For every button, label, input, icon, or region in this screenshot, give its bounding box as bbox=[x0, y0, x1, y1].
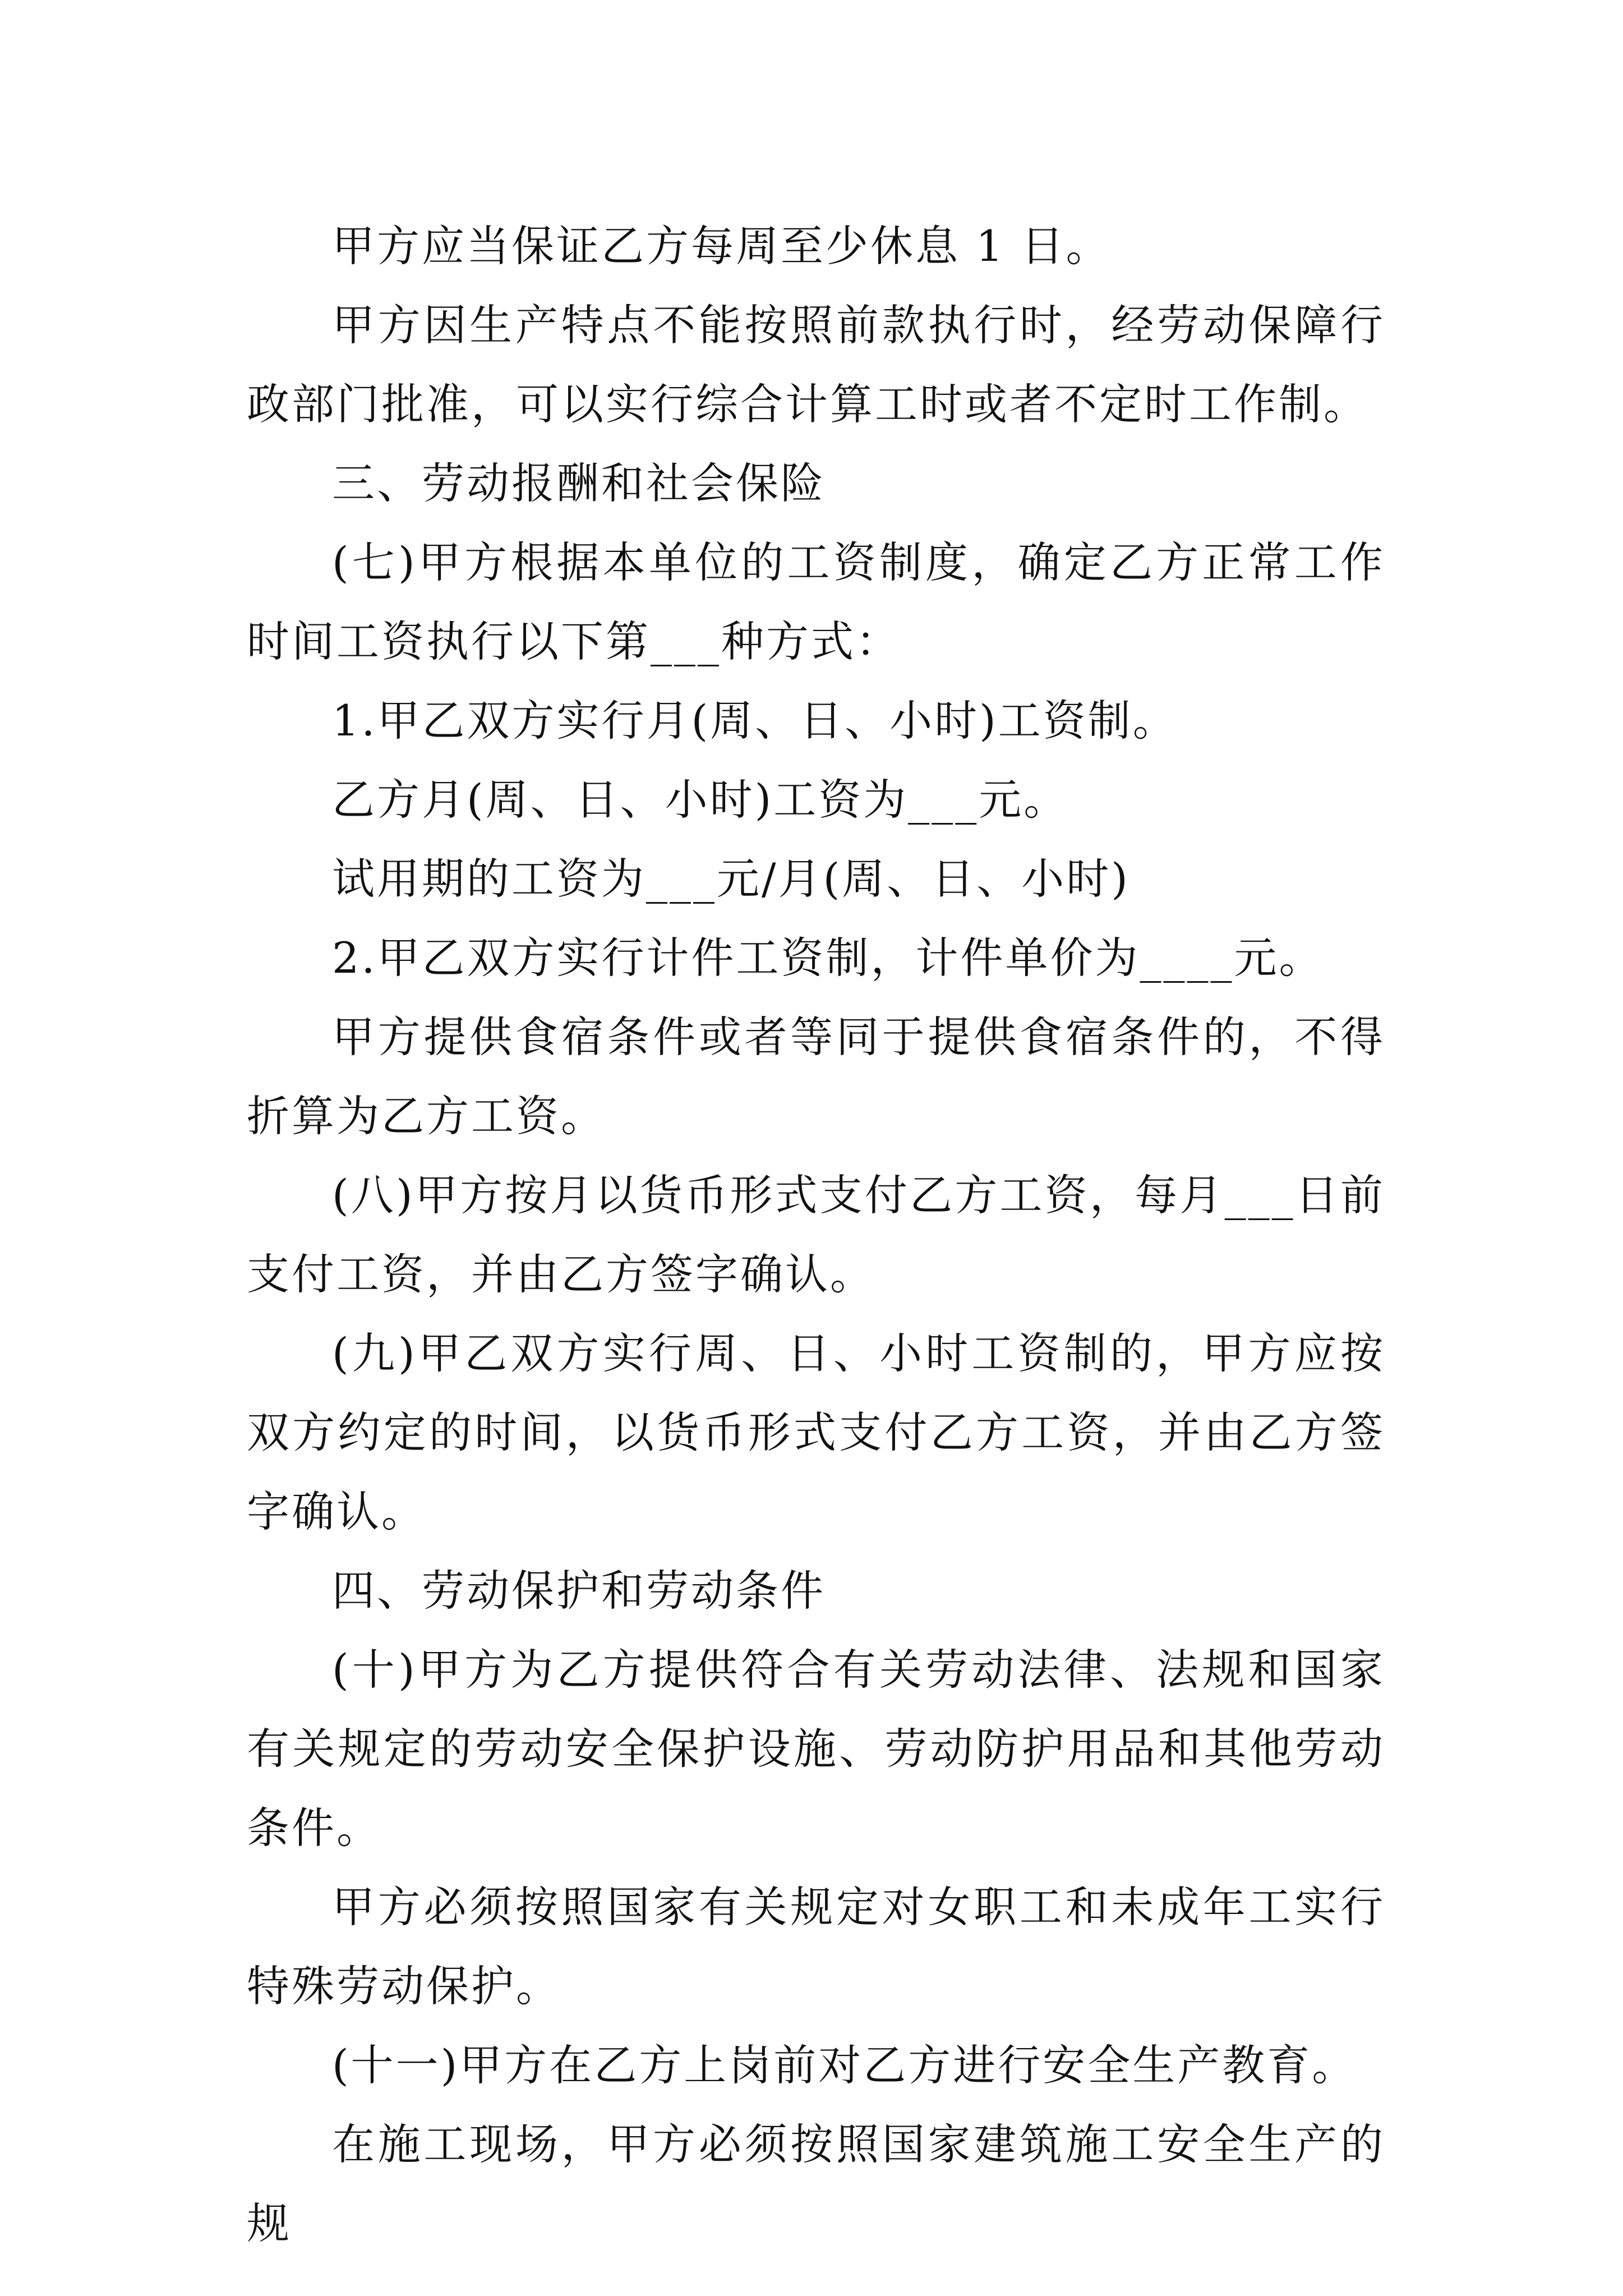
paragraph-special-protection: 甲方必须按照国家有关规定对女职工和未成年工实行特殊劳动保护。 bbox=[247, 1882, 1385, 2011]
paragraph-clause-8: (八)甲方按月以货币形式支付乙方工资，每月___日前支付工资，并由乙方签字确认。 bbox=[247, 1170, 1385, 1299]
paragraph-special-working-hours: 甲方因生产特点不能按照前款执行时，经劳动保障行政部门批准，可以实行综合计算工时或者不定时工作制。 bbox=[247, 300, 1385, 429]
paragraph-option-2: 2.甲乙双方实行计件工资制，计件单价为____元。 bbox=[332, 933, 1324, 983]
section-heading-remuneration: 三、劳动报酬和社会保险 bbox=[332, 458, 826, 508]
paragraph-clause-11: (十一)甲方在乙方上岗前对乙方进行安全生产教育。 bbox=[332, 2040, 1357, 2090]
paragraph-board-lodging: 甲方提供食宿条件或者等同于提供食宿条件的，不得折算为乙方工资。 bbox=[247, 1012, 1385, 1141]
paragraph-wage-amount: 乙方月(周、日、小时)工资为___元。 bbox=[332, 775, 1069, 825]
paragraph-clause-10: (十)甲方为乙方提供符合有关劳动法律、法规和国家有关规定的劳动安全保护设施、劳动防护用品和其他劳动条件。 bbox=[247, 1645, 1385, 1853]
paragraph-site-safety: 在施工现场，甲方必须按照国家建筑施工安全生产的规 bbox=[247, 2119, 1385, 2248]
paragraph-clause-7: (七)甲方根据本单位的工资制度，确定乙方正常工作时间工资执行以下第___种方式： bbox=[247, 537, 1385, 666]
paragraph-clause-9: (九)甲乙双方实行周、日、小时工资制的，甲方应按双方约定的时间，以货币形式支付乙方工资，并由乙方签字确认。 bbox=[247, 1328, 1385, 1536]
section-heading-labor-protection: 四、劳动保护和劳动条件 bbox=[332, 1566, 826, 1616]
paragraph-option-1: 1.甲乙双方实行月(周、日、小时)工资制。 bbox=[332, 696, 1178, 746]
document-body bbox=[247, 206, 1385, 2263]
paragraph-rest-day: 甲方应当保证乙方每周至少休息 1 日。 bbox=[332, 221, 1111, 271]
paragraph-probation-wage: 试用期的工资为___元/月(周、日、小时) bbox=[332, 854, 1130, 904]
